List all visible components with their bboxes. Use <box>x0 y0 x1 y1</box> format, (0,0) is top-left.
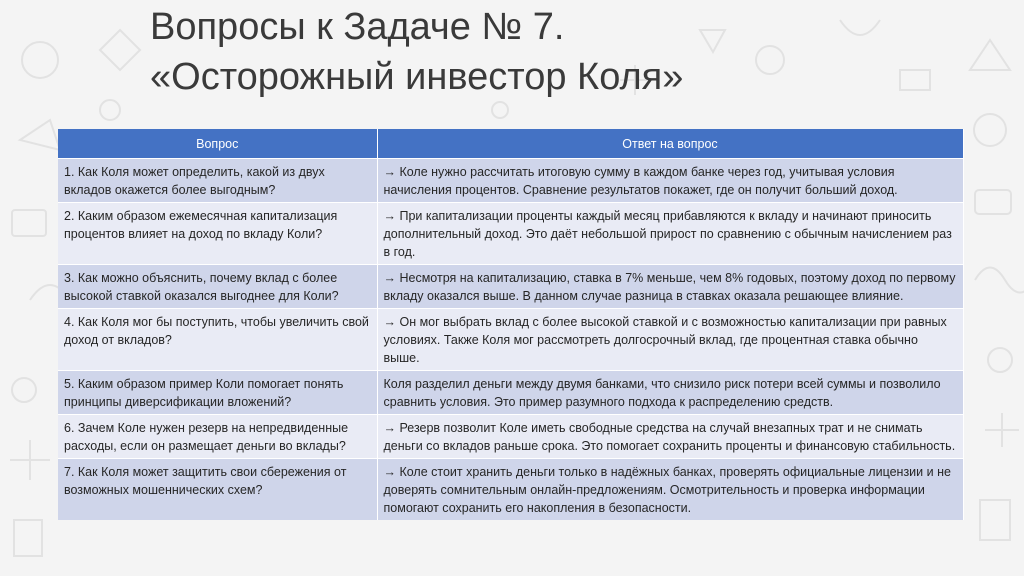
table-header-row <box>58 129 963 159</box>
question-cell: 1. Как Коля может определить, какой из двух вкладов окажется более выгодным? <box>58 159 377 203</box>
question-cell: 7. Как Коля может защитить свои сбережения от возможных мошеннических схем? <box>58 459 377 521</box>
question-cell: 3. Как можно объяснить, почему вклад с более высокой ставкой оказался выгоднее для Коли? <box>58 265 377 309</box>
answer-cell: → Несмотря на капитализацию, ставка в 7% меньше, чем 8% годовых, поэтому доход по первому вкладу оказался выше. В данном случае разница в ставках оказала решающее влияние. <box>377 265 963 309</box>
answer-cell: Коля разделил деньги между двумя банками, что снизило риск потери всей суммы и позволило сравнить условия. Это пример разумного подхода к распределению средств. <box>377 371 963 415</box>
question-cell: 5. Каким образом пример Коли помогает понять принципы диверсификации вложений? <box>58 371 377 415</box>
question-cell: 4. Как Коля мог бы поступить, чтобы увеличить свой доход от вкладов? <box>58 309 377 371</box>
table-row <box>58 371 963 415</box>
table-row <box>58 459 963 521</box>
table-row <box>58 203 963 265</box>
table-row <box>58 415 963 459</box>
question-cell: 6. Зачем Коле нужен резерв на непредвиденные расходы, если он размещает деньги во вклады? <box>58 415 377 459</box>
answer-cell: → При капитализации проценты каждый месяц прибавляются к вкладу и начинают приносить дополнительный доход. Это даёт небольшой прирост по сравнению с обычным начислением раз в год. <box>377 203 963 265</box>
slide-title-line-2: «Осторожный инвестор Коля» <box>150 56 684 98</box>
table-row <box>58 159 963 203</box>
answer-cell: → Коле нужно рассчитать итоговую сумму в каждом банке через год, учитывая условия начисления процентов. Сравнение результатов покажет, где он получит больший доход. <box>377 159 963 203</box>
header-answer: Ответ на вопрос <box>377 129 963 159</box>
answer-cell: → Коле стоит хранить деньги только в надёжных банках, проверять официальные лицензии и не доверять сомнительным онлайн-предложениям. Осмотрительность и проверка информации помогают сохранить его накопления в безопасности. <box>377 459 963 521</box>
table-row <box>58 265 963 309</box>
question-cell: 2. Каким образом ежемесячная капитализация процентов влияет на доход по вкладу Коли? <box>58 203 377 265</box>
slide-title-line-1: Вопросы к Задаче № 7. <box>150 6 565 48</box>
header-question: Вопрос <box>58 129 377 159</box>
table-row <box>58 309 963 371</box>
answer-cell: → Резерв позволит Коле иметь свободные средства на случай внезапных трат и не снимать деньги со вкладов раньше срока. Это помогает сохранить проценты и финансовую стабильность. <box>377 415 963 459</box>
questions-answers-table <box>58 129 964 520</box>
slide-title <box>150 2 683 102</box>
answer-cell: → Он мог выбрать вклад с более высокой ставкой и с возможностью капитализации при равных условиях. Также Коля мог рассмотреть долгосрочный вклад, где процентная ставка обычно выше. <box>377 309 963 371</box>
